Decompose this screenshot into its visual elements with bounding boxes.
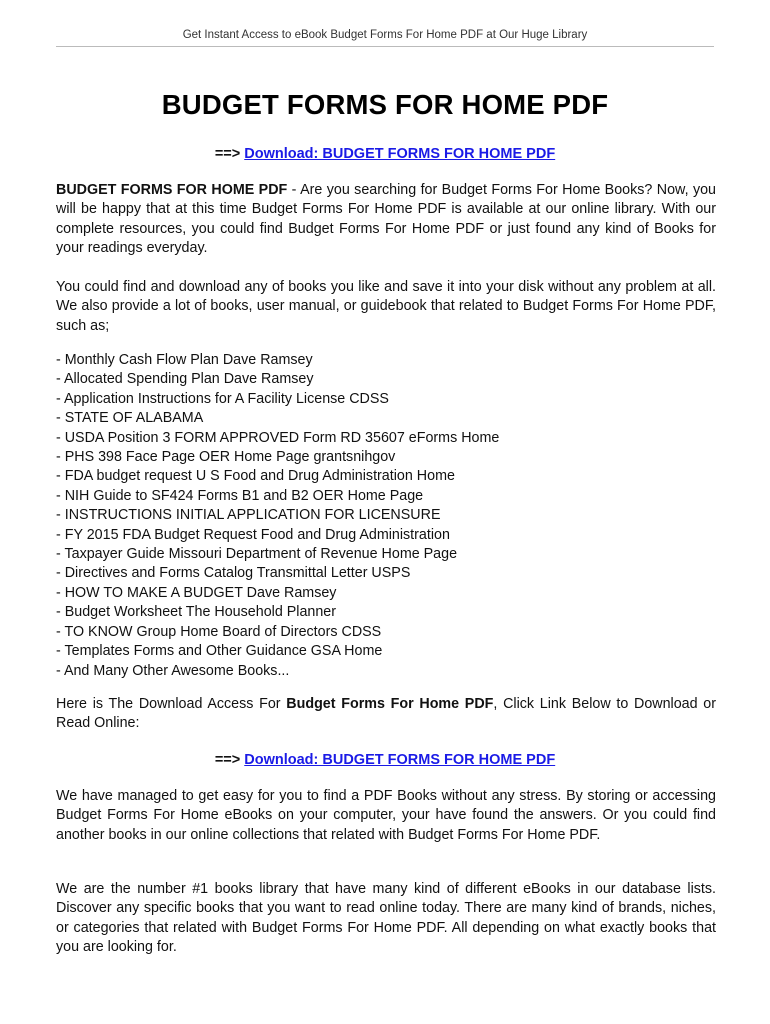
list-item: - NIH Guide to SF424 Forms B1 and B2 OER Home Page: [56, 487, 424, 504]
download-line-top: [0, 146, 770, 162]
access-bold-title: Budget Forms For Home PDF: [286, 696, 494, 712]
list-item: - INSTRUCTIONS INITIAL APPLICATION FOR LICENSURE: [56, 507, 441, 524]
header-divider: [56, 46, 714, 47]
list-item: - And Many Other Awesome Books...: [56, 662, 290, 679]
intro-text: - Are you searching for Budget Forms For Home Books? Now, you will be happy that at this time Budget Forms For Home PDF is available at our online library. With our complete resources, you could find Budget Forms For Home PDF or just found any kind of Books for your readings everyday.: [56, 182, 717, 257]
library-paragraph: [56, 880, 716, 958]
access-text-before: Here is The Download Access For: [56, 696, 287, 712]
list-item: - Templates Forms and Other Guidance GSA Home: [56, 643, 383, 660]
list-item: - Taxpayer Guide Missouri Department of Revenue Home Page: [56, 546, 458, 563]
download-arrow: ==>: [214, 146, 241, 162]
intro-bold-title: BUDGET FORMS FOR HOME PDF: [56, 182, 288, 198]
access-paragraph: [56, 695, 716, 734]
managed-paragraph: [56, 787, 716, 845]
access-text-after: , Click Link Below to Download or Read Online:: [56, 696, 716, 732]
list-item: - PHS 398 Face Page OER Home Page grantsnihgov: [56, 449, 396, 466]
managed-text: We have managed to get easy for you to find a PDF Books without any stress. By storing or accessing Budget Forms For Home eBooks on your computer, your have found the answers. Or you could find another books in our online collections that related with Budget Forms For Home PDF.: [56, 788, 716, 843]
download-link-bottom[interactable]: Download: BUDGET FORMS FOR HOME PDF: [244, 752, 556, 768]
books-intro-text: You could find and download any of books you like and save it into your disk without any problem at all. We also provide a lot of books, user manual, or guidebook that related to Budget Forms For Home PDF, such as;: [56, 279, 716, 334]
download-link-top[interactable]: Download: BUDGET FORMS FOR HOME PDF: [244, 146, 556, 162]
intro-paragraph: [56, 181, 716, 259]
list-item: - USDA Position 3 FORM APPROVED Form RD 35607 eForms Home: [56, 429, 500, 446]
library-text: We are the number #1 books library that have many kind of different eBooks in our database lists. Discover any specific books that you want to read online today. There are many kind of brands, niches, or categories that related with Budget Forms For Home PDF. All depending on what exactly books that you are looking for.: [56, 881, 716, 956]
books-intro-paragraph: [56, 278, 716, 336]
list-item: - Budget Worksheet The Household Planner: [56, 604, 337, 621]
book-list: [56, 351, 716, 681]
page-header: Get Instant Access to eBook Budget Forms For Home PDF at Our Huge Library: [182, 29, 588, 41]
list-item: - TO KNOW Group Home Board of Directors CDSS: [56, 623, 382, 640]
list-item: - Monthly Cash Flow Plan Dave Ramsey: [56, 352, 313, 368]
list-item: - Allocated Spending Plan Dave Ramsey: [56, 371, 314, 388]
page-title: BUDGET FORMS FOR HOME PDF: [161, 89, 609, 120]
download-line-bottom: [0, 752, 770, 768]
list-item: - STATE OF ALABAMA: [56, 410, 204, 427]
list-item: - FDA budget request U S Food and Drug Administration Home: [56, 468, 455, 485]
list-item: - HOW TO MAKE A BUDGET Dave Ramsey: [56, 584, 337, 601]
list-item: - Application Instructions for A Facility License CDSS: [56, 390, 389, 407]
download-arrow: ==>: [214, 752, 241, 768]
book-list-container: [56, 351, 716, 681]
list-item: - Directives and Forms Catalog Transmittal Letter USPS: [56, 565, 411, 582]
list-item: - FY 2015 FDA Budget Request Food and Drug Administration: [56, 526, 450, 543]
